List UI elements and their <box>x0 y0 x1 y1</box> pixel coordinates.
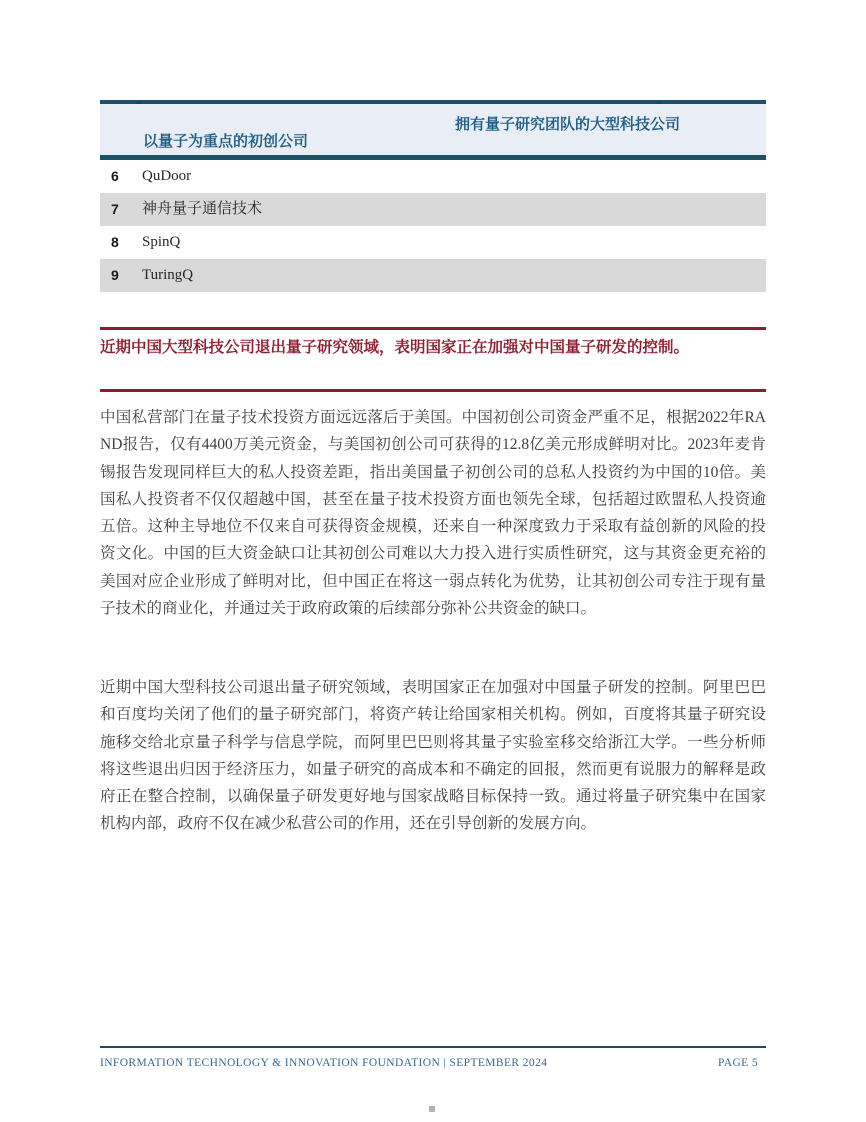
table-row <box>100 259 766 292</box>
column-header-bigtech: 拥有量子研究团队的大型科技公司 <box>455 116 681 133</box>
footer-page-number: PAGE 5 <box>718 1057 758 1069</box>
row-company-name: QuDoor <box>142 168 192 184</box>
page-bottom-mark <box>429 1106 435 1112</box>
table-row <box>100 193 766 226</box>
page-footer <box>100 1057 766 1069</box>
table-row <box>100 160 766 193</box>
paragraph-private-investment: 中国私营部门在量子技术投资方面远远落后于美国。中国初创公司资金严重不足，根据2022年RAND报告，仅有4400万美元资金，与美国初创公司可获得的12.8亿美元形成鲜明对比。2023年麦肯锡报告发现同样巨大的私人投资差距，指出美国量子初创公司的总私人投资约为中国的10倍。美国私人投资者不仅仅超越中国，甚至在量子技术投资方面也领先全球，包括超过欧盟私人投资逾五倍。这种主导地位不仅来自可获得资金规模，还来自一种深度致力于采取有益创新的风险的投资文化。中国的巨大资金缺口让其初创公司难以大力投入进行实质性研究，这与其资金更充裕的美国对应企业形成了鲜明对比，但中国正在将这一弱点转化为优势，让其初创公司专注于现有量子技术的商业化，并通过关于政府政策的后续部分弥补公共资金的缺口。 <box>100 409 766 618</box>
row-rank: 8 <box>111 234 119 250</box>
row-company-name: 神舟量子通信技术 <box>142 201 263 217</box>
footer-org-date: INFORMATION TECHNOLOGY & INNOVATION FOUNDATION | SEPTEMBER 2024 <box>100 1057 548 1069</box>
paragraph-big-tech-exits: 近期中国大型科技公司退出量子研究领域，表明国家正在加强对中国量子研发的控制。阿里巴巴和百度均关闭了他们的量子研究部门，将资产转让给国家相关机构。例如，百度将其量子研究设施移交给北京量子科学与信息学院，而阿里巴巴则将其量子实验室移交给浙江大学。一些分析师将这些退出归因于经济压力，如量子研究的高成本和不确定的回报，然而更有说服力的解释是政府正在整合控制，以确保量子研发更好地与国家战略目标保持一致。通过将量子研究集中在国家机构内部，政府不仅在减少私营公司的作用，还在引导创新的发展方向。 <box>100 679 766 833</box>
row-company-name: SpinQ <box>142 234 181 250</box>
callout-heading: 近期中国大型科技公司退出量子研究领域，表明国家正在加强对中国量子研发的控制。 <box>100 339 690 356</box>
row-company-name: TuringQ <box>142 267 194 283</box>
column-header-startups: 以量子为重点的初创公司 <box>143 133 309 150</box>
table-header-row <box>100 104 766 155</box>
callout-rule-top <box>100 327 766 330</box>
row-rank: 6 <box>111 168 119 184</box>
table-row <box>100 226 766 259</box>
footer-rule <box>100 1046 766 1048</box>
row-rank: 7 <box>111 201 119 217</box>
callout-rule-bottom <box>100 389 766 392</box>
row-rank: 9 <box>111 267 119 283</box>
quantum-companies-table <box>100 100 766 292</box>
